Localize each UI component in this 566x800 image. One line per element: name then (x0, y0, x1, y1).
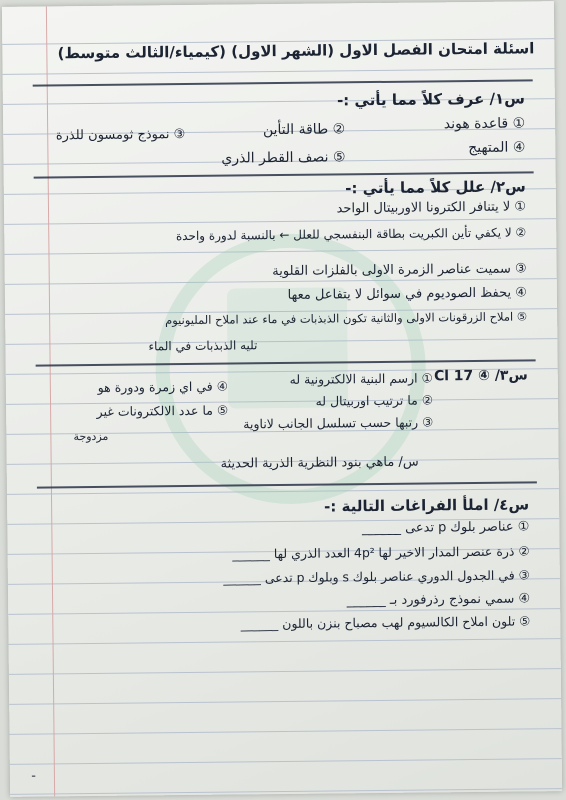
q2-item-2: ② لا يكفي تأين الكبريت بطاقة البنفسجي للعلل ← بالنسبة لدورة واحدة (175, 225, 527, 244)
q4-item-5: ⑤ تلون املاح الكالسيوم لهب مصباح بنزن باللون ______ (240, 613, 531, 632)
q3-item-5: ⑤ ما عدد الالكترونات غير (96, 402, 229, 419)
q1-title: س١/ عرف كلاً مما يأتي :- (336, 89, 525, 110)
q2-item-3: ③ سميت عناصر الزمرة الاولى بالفلزات القلوية (272, 261, 527, 280)
margin-scribble: ـ (31, 766, 36, 780)
q1-item-4: ④ المتهيج (468, 139, 526, 157)
q3-item-1: ① ارسم البنية الالكترونية له (289, 370, 433, 387)
q4-item-3: ③ في الجدول الدوري عناصر بلوك s وبلوك p تدعى ______ (223, 567, 530, 586)
q2-title: س٢/ علل كلاً مما يأتي :- (345, 177, 526, 198)
q2-item-5-cont: تليه الذبذبات في الماء (148, 338, 258, 354)
q3-title: س٣/ ④ 17 Cl (434, 367, 528, 385)
margin-line (46, 6, 55, 796)
q4-title: س٤/ املأ الفراغات التالية :- (324, 495, 530, 516)
q3-item-4: ④ في اي زمرة ودورة هو (97, 378, 228, 395)
q1-divider (34, 171, 534, 178)
exam-header: اسئلة امتحان الفصل الاول (الشهر الاول) (كيمياء/الثالث متوسط) (57, 39, 535, 63)
exam-paper (2, 1, 562, 797)
q2-item-1: ① لا يتنافر الكترونا الاوربيتال الواحد (336, 199, 527, 217)
header-divider (33, 79, 533, 86)
q1-item-1: ① قاعدة هوند (443, 115, 526, 133)
q3-extra: س/ ماهي بنود النظرية الذرية الحديثة (220, 454, 419, 472)
q2-item-4: ④ يحفظ الصوديوم في سوائل لا يتفاعل معها (287, 285, 527, 303)
q4-item-2: ② ذرة عنصر المدار الاخير لها 4p² العدد الذري لها ______ (232, 543, 530, 562)
q2-item-5: ⑤ املاح الزرقونات الاولى والثانية تكون الذبذبات في ماء عند املاح المليونيوم (165, 309, 528, 328)
q1-item-5: ⑤ نصف القطر الذري (221, 149, 346, 167)
q3-item-3: ③ رتبها حسب تسلسل الجانب لاناوية (243, 414, 434, 432)
q4-item-1: ① عناصر بلوك p تدعى ______ (361, 519, 530, 537)
q3-item-2: ② ما ترتيب اوربيتال له (315, 392, 434, 409)
q1-item-2: ② طاقة التأين (262, 121, 346, 139)
q1-item-3: ③ نموذج ثومسون للذرة (55, 126, 186, 144)
q3-item-5-cont: مزدوجة (73, 429, 109, 444)
q4-item-4: ④ سمي نموذج رذرفورد بـ ______ (346, 591, 531, 609)
